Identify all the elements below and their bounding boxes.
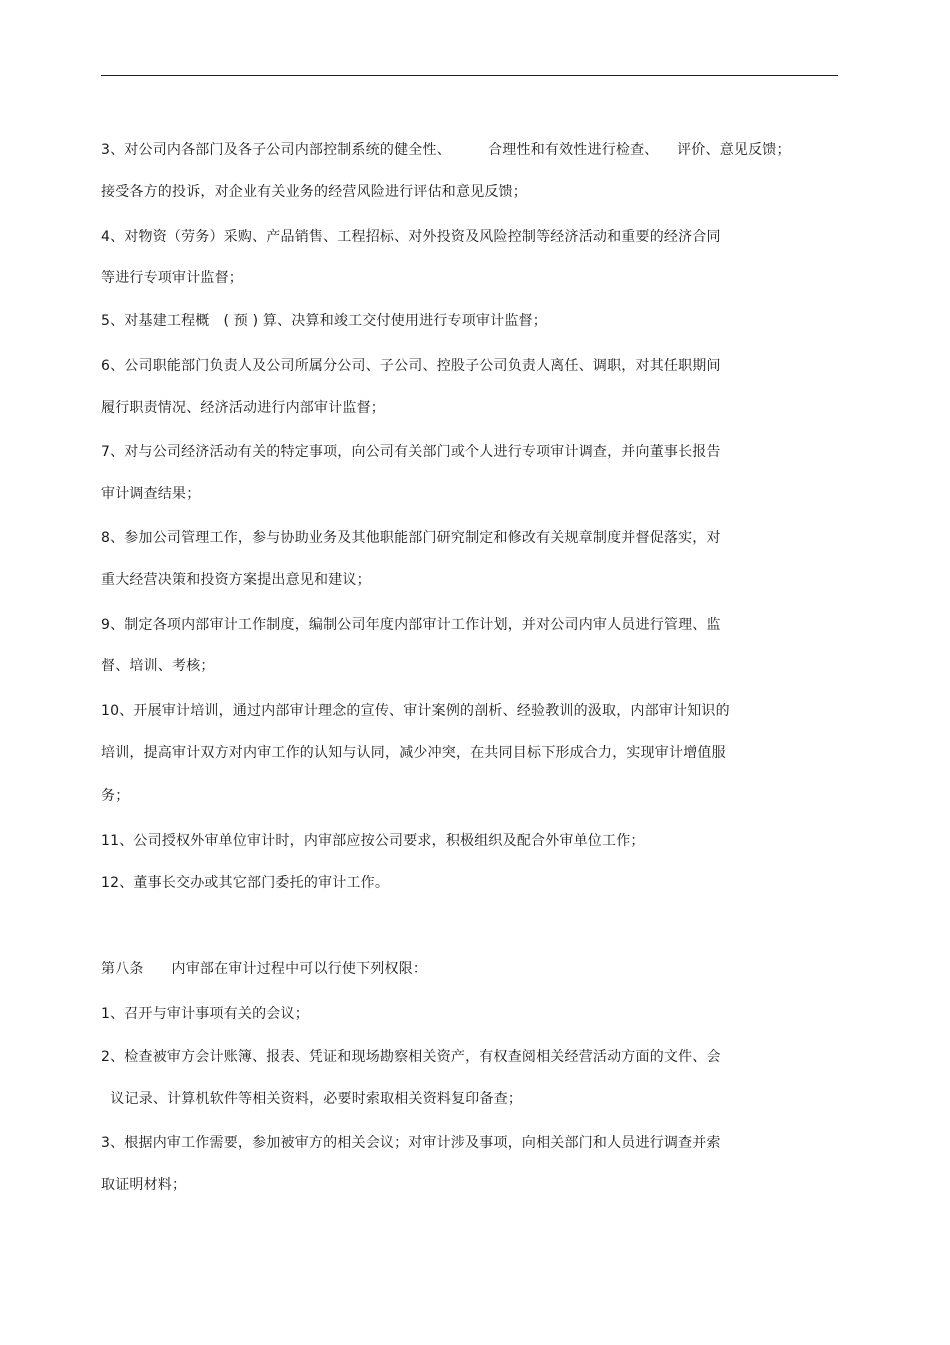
text-line: 培训，提高审计双方对内审工作的认知与认同，减少冲突，在共同目标下形成合力，实现审计增值服	[101, 745, 726, 761]
text-line: 取证明材料；	[101, 1177, 187, 1193]
text-line: 8、参加公司管理工作，参与协助业务及其他职能部门研究制定和修改有关规章制度并督促落实，对	[101, 530, 721, 546]
text-line: 审计调查结果；	[101, 486, 201, 502]
text-line: 等进行专项审计监督；	[101, 270, 243, 286]
text-line: 1、召开与审计事项有关的会议；	[101, 1006, 309, 1022]
text-line: 督、培训、考核；	[101, 658, 215, 674]
text-line: 3、对公司内各部门及各子公司内部控制系统的健全性、 合理性和有效性进行检查、 评价、意见反馈；	[101, 142, 791, 158]
text-line: 2、检查被审方会计账簿、报表、凭证和现场勘察相关资产，有权查阅相关经营活动方面的文件、会	[101, 1049, 721, 1065]
article-heading: 第八条 内审部在审计过程中可以行使下列权限：	[101, 961, 428, 977]
text-line: 6、公司职能部门负责人及公司所属分公司、子公司、控股子公司负责人离任、调职，对其任职期间	[101, 358, 721, 374]
text-line: 4、对物资（劳务）采购、产品销售、工程招标、对外投资及风险控制等经济活动和重要的经济合同	[101, 229, 721, 245]
text-line: 重大经营决策和投资方案提出意见和建议；	[101, 572, 371, 588]
text-line: 议记录、计算机软件等相关资料，必要时索取相关资料复印备查；	[101, 1091, 523, 1107]
header-rule	[101, 75, 838, 76]
text-line: 9、制定各项内部审计工作制度，编制公司年度内部审计工作计划，并对公司内审人员进行管理、监	[101, 617, 721, 633]
text-line: 10、开展审计培训，通过内部审计理念的宣传、审计案例的剖析、经验教训的汲取，内部审计知识的	[101, 703, 730, 719]
text-line: 务；	[101, 788, 130, 804]
text-line: 7、对与公司经济活动有关的特定事项，向公司有关部门或个人进行专项审计调查，并向董事长报告	[101, 444, 721, 460]
text-line: 3、根据内审工作需要，参加被审方的相关会议；对审计涉及事项，向相关部门和人员进行调查并索	[101, 1135, 721, 1151]
text-line: 5、对基建工程概 ( 预 ) 算、决算和竣工交付使用进行专项审计监督；	[101, 313, 547, 329]
text-line: 接受各方的投诉，对企业有关业务的经营风险进行评估和意见反馈；	[101, 184, 527, 200]
text-line: 履行职责情况、经济活动进行内部审计监督；	[101, 400, 385, 416]
text-line: 12、董事长交办或其它部门委托的审计工作。	[101, 875, 390, 891]
text-line: 11、公司授权外审单位审计时，内审部应按公司要求，积极组织及配合外审单位工作；	[101, 833, 645, 849]
